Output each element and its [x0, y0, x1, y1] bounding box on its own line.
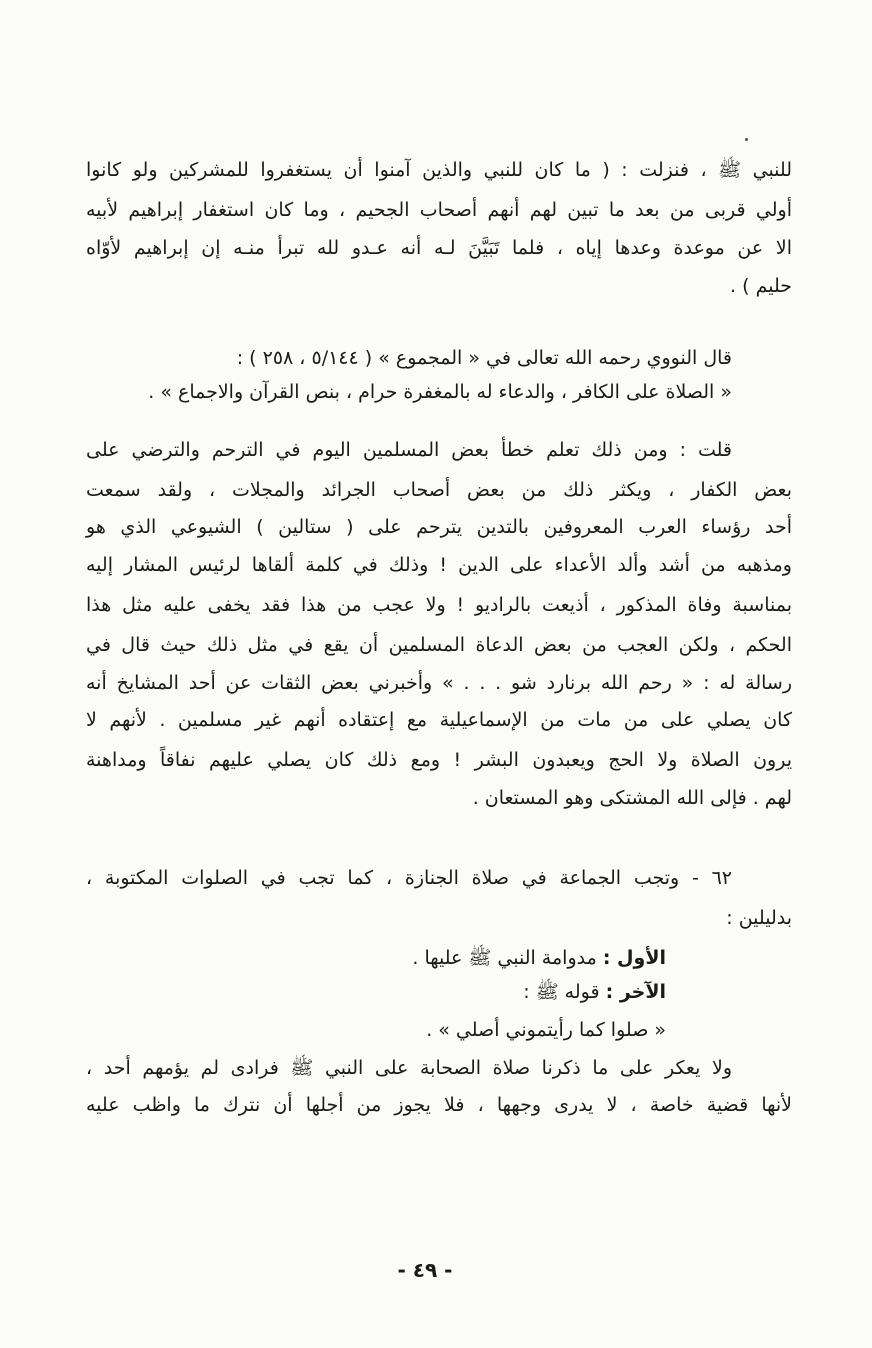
evidence-first	[86, 940, 666, 976]
text-line: الا عن موعدة وعدها إياه ، فلما تَبَيَّنَ لـه أنه عـدو لله تبرأ منـه إن إبراهيم لأوّاه	[86, 237, 792, 259]
text-line: بمناسبة وفاة المذكور ، أذيعت بالراديو ! ولا عجب من هذا فقد يخفى عليه مثل هذا	[86, 594, 792, 616]
evidence-second	[86, 974, 666, 1010]
text-line: أولي قربى من بعد ما تبين لهم أنهم أصحاب الجحيم ، وما كان استغفار إبراهيم لأبيه	[86, 199, 792, 221]
page-number: - ٤٩ -	[397, 1258, 453, 1282]
text-line: لهم . فإلى الله المشتكى وهو المستعان .	[472, 787, 792, 809]
hadith-quote: « صلوا كما رأيتموني أصلي » .	[426, 1019, 666, 1041]
evidence-first-text: مدوامة النبي ﷺ عليها .	[412, 947, 597, 969]
text-line: كان يصلي على من مات من الإسماعيلية مع إعتقاده أنهم غير مسلمين . لأنهم لا	[86, 709, 792, 731]
text-line: قال النووي رحمه الله تعالى في « المجموع » ( ٥/١٤٤ ، ٢٥٨ ) :	[236, 347, 732, 369]
text-line: بدليلين :	[726, 907, 792, 929]
text-line: قلت : ومن ذلك تعلم خطأ بعض المسلمين اليوم في الترحم والترضي على	[86, 439, 732, 461]
text-line: الحكم ، ولكن العجب من بعض الدعاة المسلمين أن يقع في مثل ذلك حيث قال في	[86, 634, 792, 656]
numbered-paragraph-line: ٦٢ - وتجب الجماعة في صلاة الجنازة ، كما تجب في الصلوات المكتوبة ،	[86, 867, 732, 889]
text-line: يرون الصلاة ولا الحج ويعبدون البشر ! ومع ذلك كان يصلي عليهم نفاقاً ومداهنة	[86, 749, 792, 771]
quote-line: « الصلاة على الكافر ، والدعاء له بالمغفرة حرام ، بنص القرآن والاجماع » .	[148, 381, 732, 403]
label-second: الآخر :	[605, 981, 666, 1003]
text-line: حليم ) .	[730, 275, 792, 297]
page-speck	[745, 138, 748, 141]
text-line: بعض الكفار ، ويكثر ذلك من بعض أصحاب الجرائد والمجلات ، ولقد سمعت	[86, 479, 792, 501]
evidence-second-text: قوله ﷺ :	[523, 981, 600, 1003]
label-first: الأول :	[602, 947, 666, 969]
text-line: للنبي ﷺ ، فنزلت : ( ما كان للنبي والذين آمنوا أن يستغفروا للمشركين ولو كانوا	[86, 159, 792, 181]
text-line: ولا يعكر على ما ذكرنا صلاة الصحابة على النبي ﷺ فرادى لم يؤمهم أحد ،	[86, 1057, 732, 1079]
text-line: لأنها قضية خاصة ، لا يدرى وجهها ، فلا يجوز من أجلها أن نترك ما واظب عليه	[86, 1094, 792, 1116]
text-line: أحد رؤساء العرب المعروفين بالتدين يترحم على ( ستالين ) الشيوعي الذي هو	[86, 516, 792, 538]
text-line: رسالة له : « رحم الله برنارد شو . . . » وأخبرني بعض الثقات عن أحد المشايخ أنه	[86, 672, 792, 694]
text-line: ومذهبه من أشد وألد الأعداء على الدين ! وذلك في كلمة ألقاها لرئيس المشار إليه	[86, 554, 792, 576]
